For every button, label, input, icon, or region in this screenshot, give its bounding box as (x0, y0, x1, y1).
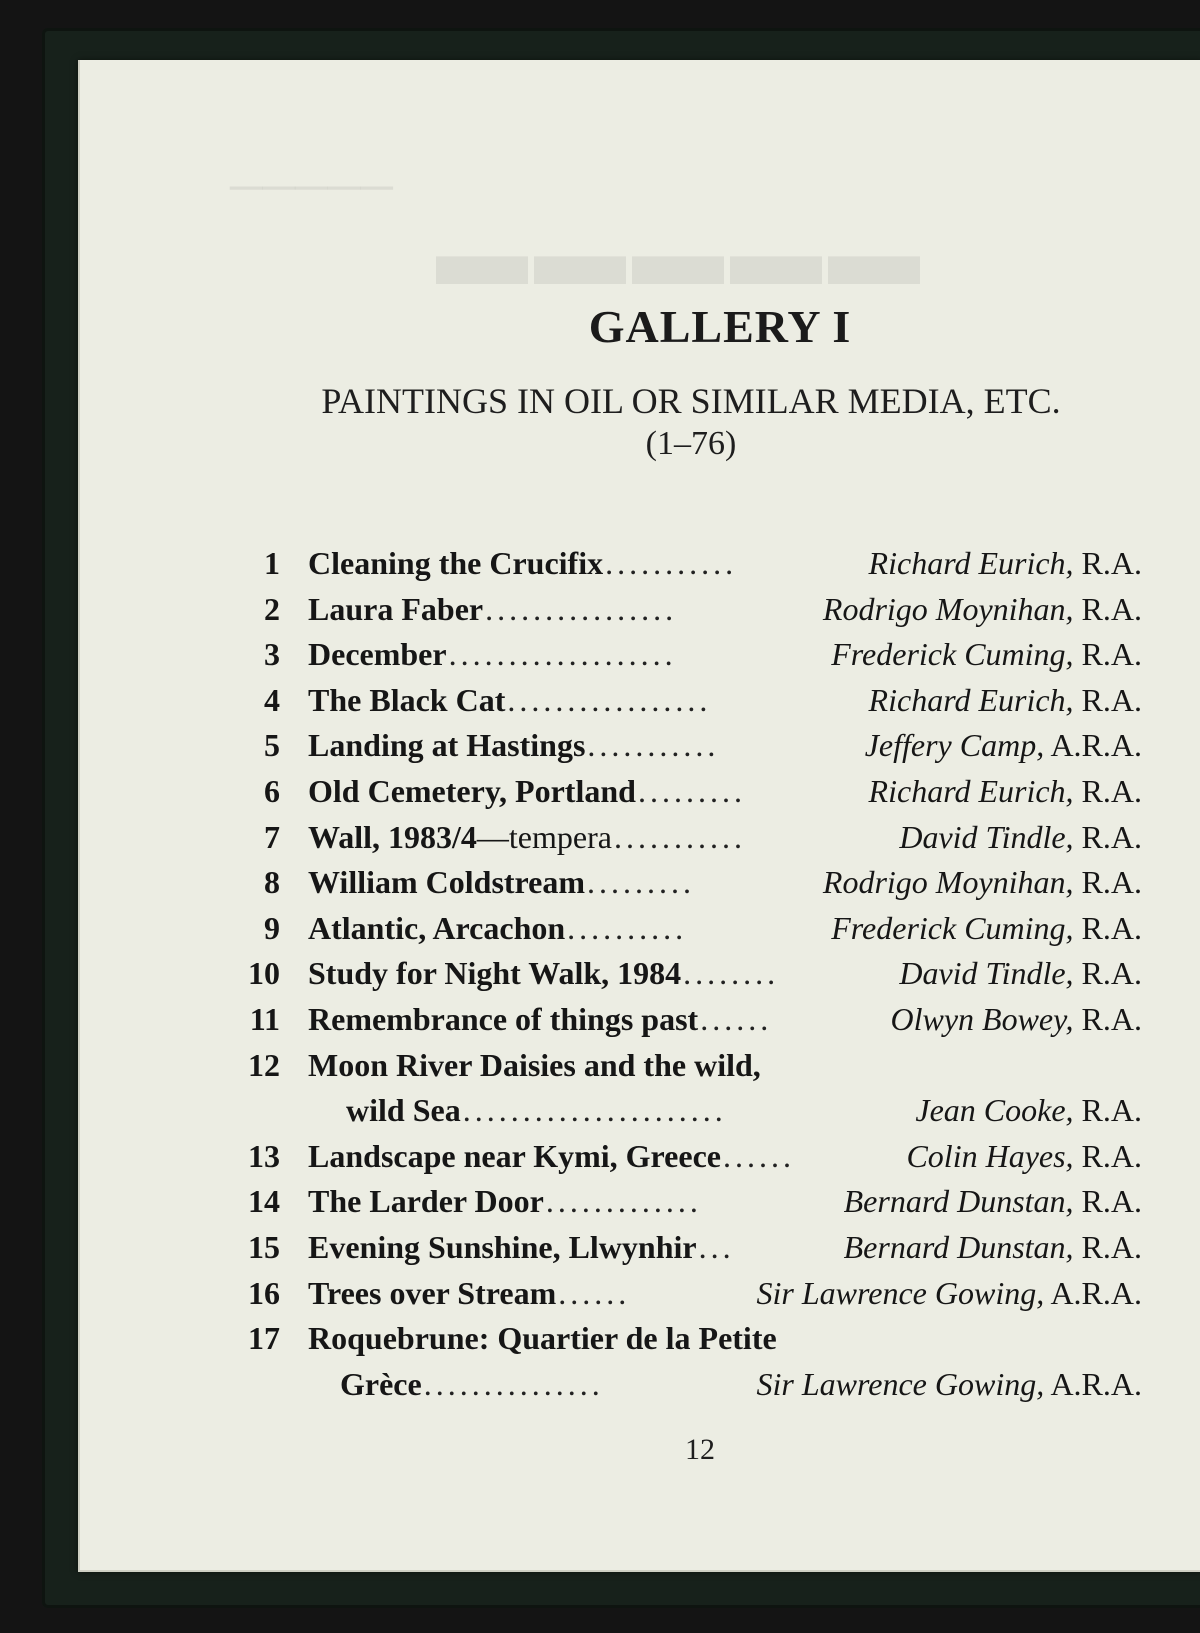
entry-artist (844, 1178, 1142, 1224)
catalogue-entry (236, 631, 1142, 677)
entry-title: The Black Cat (308, 682, 506, 718)
artist-name: Olwyn Bowey, (890, 1001, 1074, 1037)
artist-name: David Tindle, (899, 819, 1074, 855)
dot-leader: ...... (722, 1138, 795, 1174)
entry-number: 3 (264, 636, 280, 672)
catalogue-entry (236, 1270, 1142, 1316)
entry-title: Trees over Stream (308, 1275, 557, 1311)
entry-number: 9 (264, 910, 280, 946)
entry-number: 14 (248, 1183, 280, 1219)
artist-honour: R.A. (1073, 955, 1142, 991)
dot-leader: ........... (605, 545, 738, 581)
entry-artist (906, 1133, 1142, 1179)
entry-number: 13 (248, 1138, 280, 1174)
dot-leader: .......... (567, 910, 688, 946)
artist-name: Frederick Cuming, (831, 636, 1074, 672)
artist-honour: R.A. (1073, 1229, 1142, 1265)
entry-number: 5 (264, 727, 280, 763)
entry-title: Wall, 1983/4—tempera (308, 819, 612, 855)
artist-name: Bernard Dunstan, (843, 1229, 1074, 1265)
entry-title: Evening Sunshine, Llwynhir (308, 1229, 697, 1265)
artist-honour: R.A. (1073, 591, 1142, 627)
dot-leader: ............... (423, 1366, 604, 1402)
artist-name: Richard Eurich, (868, 773, 1074, 809)
entry-title: Atlantic, Arcachon (308, 910, 566, 946)
entry-number: 7 (264, 819, 280, 855)
entry-title: Roquebrune: Quartier de la Petite (308, 1320, 777, 1356)
entry-artist (869, 540, 1142, 586)
dot-leader: ... (698, 1229, 735, 1265)
artist-honour: R.A. (1073, 1138, 1142, 1174)
dot-leader: ............. (545, 1183, 702, 1219)
artist-honour: R.A. (1073, 1092, 1142, 1128)
catalogue-entry (236, 1224, 1142, 1270)
artist-name: Jeffery Camp, (864, 727, 1045, 763)
catalogue-entry (236, 586, 1142, 632)
artist-name: Bernard Dunstan, (843, 1183, 1074, 1219)
entry-title: Study for Night Walk, 1984 (308, 955, 682, 991)
artist-name: Rodrigo Moynihan, (822, 591, 1074, 627)
entry-artist (865, 722, 1142, 768)
entry-artist (890, 996, 1142, 1042)
catalogue-entry (236, 768, 1142, 814)
artist-honour: R.A. (1073, 864, 1142, 900)
catalogue-entry (236, 1315, 1142, 1361)
entry-medium: —tempera (476, 819, 612, 855)
artist-honour: A.R.A. (1044, 727, 1142, 763)
artist-name: Sir Lawrence Gowing, (756, 1366, 1045, 1402)
dot-leader: ................... (448, 636, 677, 672)
section-subheading: PAINTINGS IN OIL OR SIMILAR MEDIA, ETC. (321, 381, 1061, 421)
entry-number: 8 (264, 864, 280, 900)
artist-honour: R.A. (1073, 682, 1142, 718)
catalogue-entry (236, 905, 1142, 951)
catalogue-range: (1–76) (645, 425, 737, 462)
artist-honour: A.R.A. (1044, 1366, 1142, 1402)
entry-number: 11 (249, 1001, 280, 1037)
show-through-decoration: ▬▬▬▬▬ (430, 202, 920, 304)
entry-title-continuation: Grèce (340, 1366, 422, 1402)
dot-leader: ........... (587, 727, 720, 763)
entry-artist (823, 859, 1142, 905)
entry-title: Old Cemetery, Portland (308, 773, 636, 809)
entry-number: 12 (248, 1047, 280, 1083)
dot-leader: ................. (507, 682, 712, 718)
artist-name: Frederick Cuming, (831, 910, 1074, 946)
entry-number: 10 (248, 955, 280, 991)
entry-artist (915, 1087, 1142, 1133)
entry-number: 16 (248, 1275, 280, 1311)
entry-title: Cleaning the Crucifix (308, 545, 604, 581)
artist-honour: R.A. (1073, 545, 1142, 581)
entry-title: Landing at Hastings (308, 727, 586, 763)
gallery-heading: GALLERY I (588, 301, 852, 352)
entry-title: William Coldstream (308, 864, 586, 900)
dot-leader: ......... (587, 864, 696, 900)
artist-honour: R.A. (1073, 636, 1142, 672)
catalogue-entry (236, 859, 1142, 905)
entry-title: The Larder Door (308, 1183, 544, 1219)
catalogue-entry (236, 1042, 1142, 1088)
catalogue-entry-continuation (236, 1361, 1142, 1407)
dot-leader: ...... (700, 1001, 773, 1037)
dot-leader: ...... (558, 1275, 631, 1311)
entry-number: 15 (248, 1229, 280, 1265)
entry-number: 2 (264, 591, 280, 627)
artist-name: David Tindle, (899, 955, 1074, 991)
entry-artist (831, 631, 1142, 677)
page-number: 12 (685, 1433, 715, 1466)
entry-number: 4 (264, 682, 280, 718)
entry-title: December (308, 636, 447, 672)
entry-number: 17 (248, 1320, 280, 1356)
catalogue-entry (236, 1178, 1142, 1224)
artist-name: Colin Hayes, (906, 1138, 1074, 1174)
artist-name: Richard Eurich, (868, 682, 1074, 718)
entry-title: Laura Faber (308, 591, 484, 627)
catalogue-entry (236, 540, 1142, 586)
entry-artist (757, 1270, 1143, 1316)
artist-name: Sir Lawrence Gowing, (756, 1275, 1045, 1311)
artist-name: Jean Cooke, (915, 1092, 1074, 1128)
dot-leader: ......... (637, 773, 746, 809)
artist-honour: R.A. (1073, 819, 1142, 855)
catalogue-entry (236, 722, 1142, 768)
entry-title: Moon River Daisies and the wild, (308, 1047, 761, 1083)
entry-artist (757, 1361, 1143, 1407)
artist-honour: R.A. (1073, 910, 1142, 946)
entry-artist (831, 905, 1142, 951)
artist-honour: R.A. (1073, 773, 1142, 809)
entry-number: 6 (264, 773, 280, 809)
artist-name: Rodrigo Moynihan, (822, 864, 1074, 900)
entry-title: Remembrance of things past (308, 1001, 699, 1037)
artist-honour: A.R.A. (1044, 1275, 1142, 1311)
catalogue-entry-continuation (236, 1087, 1142, 1133)
entry-artist (899, 814, 1142, 860)
catalogue-entry (236, 677, 1142, 723)
entry-artist (844, 1224, 1142, 1270)
artist-honour: R.A. (1073, 1001, 1142, 1037)
artist-honour: R.A. (1073, 1183, 1142, 1219)
entry-title-continuation: wild Sea (346, 1092, 461, 1128)
catalogue-entry (236, 950, 1142, 996)
entry-artist (823, 586, 1142, 632)
entry-artist (869, 768, 1142, 814)
entry-artist (869, 677, 1142, 723)
catalogue-entry (236, 996, 1142, 1042)
dot-leader: ...................... (462, 1092, 727, 1128)
dot-leader: ........ (683, 955, 780, 991)
dot-leader: ................ (485, 591, 678, 627)
catalogue-entry (236, 1133, 1142, 1179)
entry-number: 1 (264, 545, 280, 581)
catalogue-entry (236, 814, 1142, 860)
entry-artist (899, 950, 1142, 996)
show-through-decoration: ───── (230, 161, 393, 212)
entry-title: Landscape near Kymi, Greece (308, 1138, 721, 1174)
dot-leader: ........... (613, 819, 746, 855)
artist-name: Richard Eurich, (868, 545, 1074, 581)
